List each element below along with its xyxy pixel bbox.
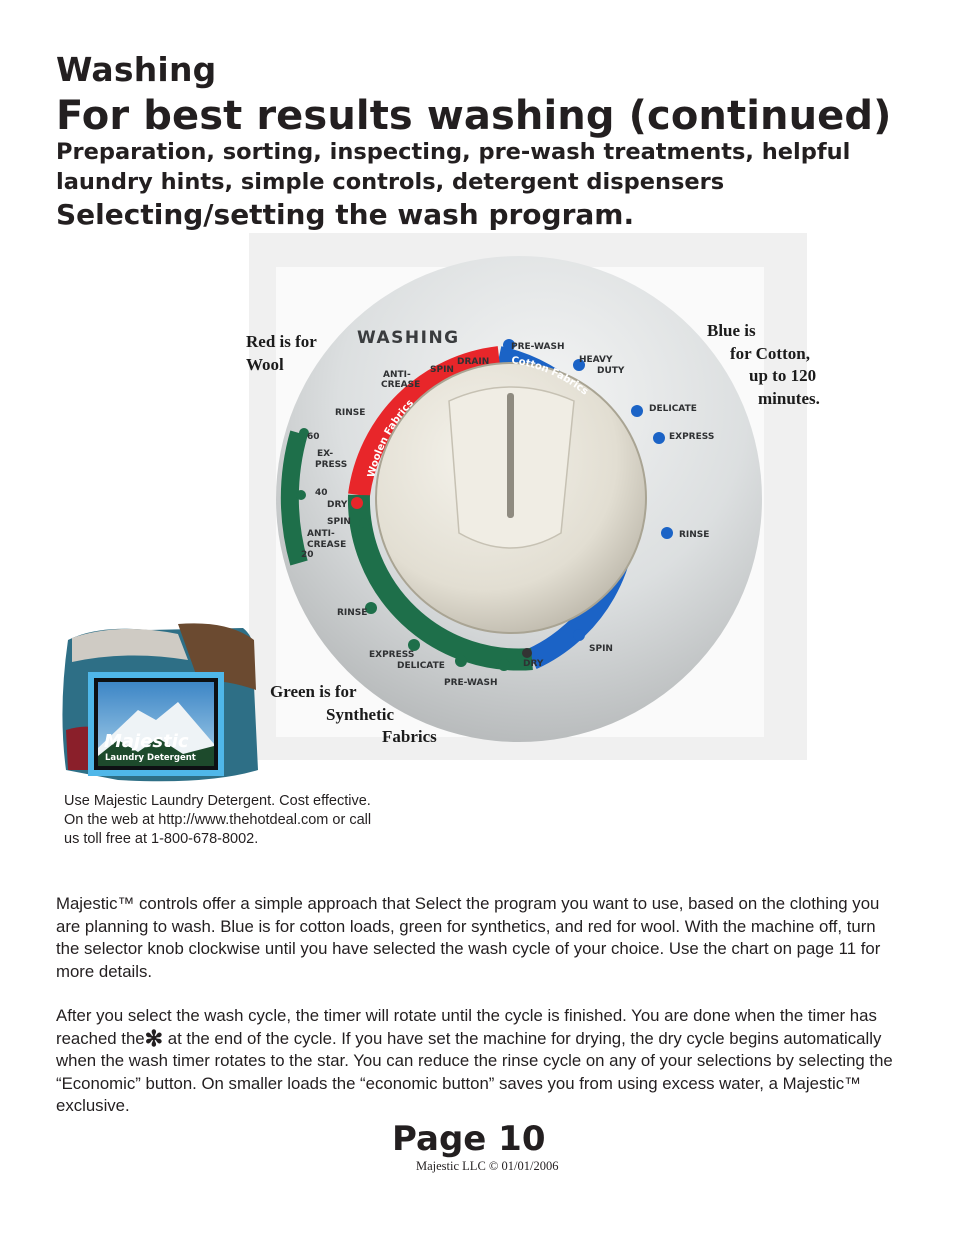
- dial-mark: DRY: [523, 659, 544, 669]
- dial-mark: PRESS: [315, 460, 348, 470]
- dial-mark: EXPRESS: [369, 650, 415, 660]
- page-title: For best results washing (continued): [56, 93, 892, 139]
- copyright: Majestic LLC © 01/01/2006: [416, 1159, 559, 1173]
- blue-callout-line: Blue is: [707, 321, 756, 340]
- dial-panel-title: WASHING: [357, 328, 460, 348]
- dial-mark: SPIN: [327, 517, 351, 527]
- blue-callout-line: for Cotton,: [730, 343, 810, 363]
- red-callout: [246, 331, 317, 376]
- caption-line: us toll free at 1-800-678-8002.: [64, 831, 259, 848]
- dial-mark: RINSE: [337, 608, 368, 618]
- product-caption: [64, 792, 371, 850]
- detergent-product-image: [58, 620, 264, 788]
- dial-mark: SPIN: [589, 644, 613, 654]
- dial-mark: RINSE: [335, 408, 366, 418]
- dial-mark: ANTI-: [307, 529, 335, 539]
- dial-mark: EX-: [317, 449, 334, 459]
- dry-dot: [522, 648, 532, 658]
- dial-mark: DELICATE: [397, 661, 445, 671]
- dial-mark: CREASE: [381, 380, 421, 390]
- caption-line: Use Majestic Laundry Detergent. Cost effective.: [64, 793, 371, 809]
- section-label: Washing: [56, 50, 217, 89]
- dial-mark: 40: [315, 488, 328, 498]
- dial-mark: RINSE: [679, 530, 710, 540]
- page-number: Page 10: [392, 1119, 546, 1159]
- dial-mark: DRY: [327, 500, 348, 510]
- dial-mark: 60: [307, 432, 320, 442]
- blue-callout-line: minutes.: [758, 388, 820, 408]
- star-icon: ✻: [144, 1025, 164, 1051]
- dial-mark: PRE-WASH: [511, 342, 565, 352]
- green-callout-line: Green is for: [270, 682, 357, 701]
- dial-mark: EXPRESS: [669, 432, 715, 442]
- paragraph-text: After you select the wash cycle, the timer will rotate until the cycle is finished. You are done when the timer has reached the: [56, 1006, 877, 1048]
- red-arc-label: Woolen Fabrics: [366, 397, 416, 479]
- dial-mark: PRE-WASH: [444, 678, 498, 688]
- green-callout: [270, 681, 437, 749]
- subtitle: Preparation, sorting, inspecting, pre-wash treatments, helpful laundry hints, simple controls, detergent dispensers: [56, 139, 851, 195]
- red-callout-line: Wool: [246, 354, 284, 374]
- dial-mark: HEAVY: [579, 355, 613, 365]
- paragraph-text: at the end of the cycle. If you have set the machine for drying, the dry cycle begins automatically when the wash timer rotates to the star. You can reduce the rinse cycle on any of your selections by selecting the “Economic” button. On smaller loads the “economic button” saves you from using excess water, a Majestic™ exclusive.: [56, 1028, 893, 1116]
- body-paragraph-2: [56, 1005, 901, 1118]
- product-brand: Majestic: [104, 731, 189, 752]
- dial-mark: 20: [301, 550, 314, 560]
- dial-mark: DUTY: [597, 366, 625, 376]
- body-paragraph-1: Majestic™ controls offer a simple approach that Select the program you want to use, based on the clothing you are planning to wash. Blue is for cotton loads, green for synthetics, and red for wool. With the machine off, turn the selector knob clockwise until you have selected the wash cycle of your choice. Use the chart on page 11 for more details.: [56, 894, 881, 981]
- knob-pointer: [507, 393, 514, 518]
- dial-mark: DRAIN: [457, 357, 490, 367]
- blue-callout-line: up to 120: [749, 366, 817, 385]
- caption-line: On the web at http://www.thehotdeal.com or call: [64, 812, 372, 829]
- red-callout-line: Red is for: [246, 332, 317, 351]
- green-callout-line: Fabrics: [382, 727, 437, 746]
- dial-mark: DELICATE: [649, 404, 697, 414]
- product-tagline: Laundry Detergent: [105, 753, 196, 763]
- subheading: Selecting/setting the wash program.: [56, 198, 635, 231]
- dial-mark: CREASE: [307, 540, 347, 550]
- dial-mark: ANTI-: [383, 370, 411, 380]
- blue-arc-label: Cotton Fabrics: [510, 355, 591, 398]
- dial-mark: SPIN: [430, 365, 454, 375]
- green-callout-line: Synthetic: [326, 704, 394, 724]
- blue-callout: [707, 320, 820, 410]
